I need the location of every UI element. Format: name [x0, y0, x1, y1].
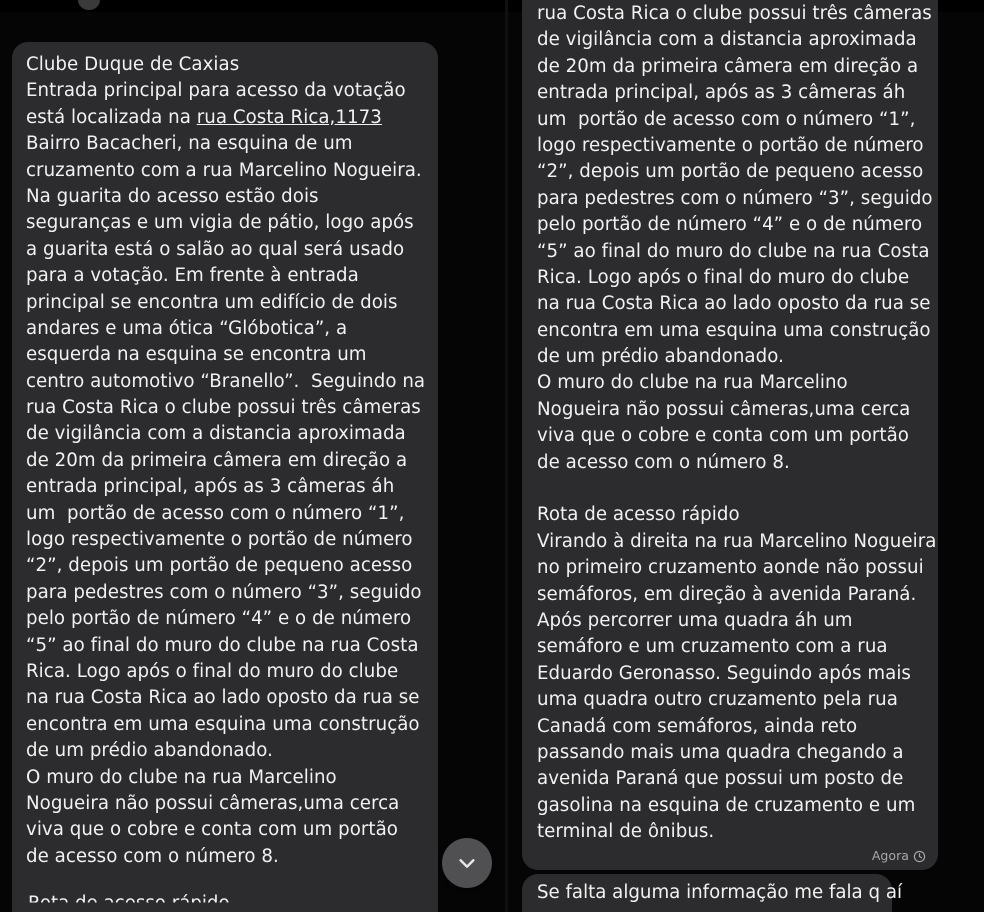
message-line: O muro do clube na rua Marcelino [26, 766, 337, 788]
message-line: de acesso com o número 8. [537, 451, 790, 473]
message-line: “5” ao final do muro do clube na rua Costa [537, 240, 930, 262]
message-line: Rica. Logo após o final do muro do clube [537, 266, 910, 288]
message-line: Eduardo Geronasso. Seguindo após mais [537, 662, 911, 684]
message-line: no primeiro cruzamento aonde não possui [537, 557, 924, 579]
message-line: um portão de acesso com o número “1”, [26, 502, 405, 524]
message-line: para pedestres com o número “3”, seguido [26, 581, 422, 603]
message-line: seguranças e um vigia de pátio, logo após [26, 212, 414, 234]
message-line: entrada principal, após as 3 câmeras áh [26, 476, 395, 498]
message-line: está localizada na rua Costa Rica,1173 [26, 106, 382, 128]
message-line: semáforo e um cruzamento com a rua [537, 636, 888, 658]
message-line: semáforos, em direção à avenida Paraná. [537, 583, 917, 605]
message-bubble-left[interactable] [12, 42, 438, 912]
top-header-strip [0, 0, 508, 12]
message-line: a guarita está o salão ao qual será usado [26, 238, 405, 260]
message-line: pelo portão de número “4” e o de número [26, 608, 412, 630]
message-line: de vigilância com a distancia aproximada [537, 29, 917, 51]
chevron-down-icon [456, 852, 478, 874]
message-line: logo respectivamente o portão de número [537, 134, 924, 156]
avatar-fragment [78, 0, 100, 10]
message-line: “2”, depois um portão de pequeno acesso [537, 161, 924, 183]
message-line: de 20m da primeira câmera em direção a [26, 449, 408, 471]
message-line: Rica. Logo após o final do muro do clube [26, 660, 399, 682]
message-line: “5” ao final do muro do clube na rua Costa [26, 634, 419, 656]
message-line: Após percorrer uma quadra áh um [537, 609, 853, 631]
message-line: para pedestres com o número “3”, seguido [537, 187, 933, 209]
message-line: centro automotivo “Branello”. Seguindo na [26, 370, 426, 392]
message-line: um portão de acesso com o número “1”, [537, 108, 916, 130]
message-line: Entrada principal para acesso da votação [26, 80, 406, 102]
message-line: de 20m da primeira câmera em direção a [537, 55, 919, 77]
message-line: pelo portão de número “4” e o de número [537, 214, 923, 236]
next-message-bubble[interactable]: Se falta alguma informação me fala q aí [522, 874, 892, 912]
message-line: entrada principal, após as 3 câmeras áh [537, 82, 906, 104]
message-line: de um prédio abandonado. [26, 740, 273, 762]
message-line: na rua Costa Rica ao lado oposto da rua se [26, 687, 420, 709]
message-line: viva que o cobre e conta com um portão [26, 819, 398, 841]
message-line: viva que o cobre e conta com um portão [537, 425, 909, 447]
message-line: encontra em uma esquina uma construção [26, 713, 420, 735]
message-line: Virando à direita na rua Marcelino Nogueira [537, 530, 937, 552]
message-meta [872, 843, 926, 870]
message-line: rua Costa Rica o clube possui três câmeras [537, 3, 932, 24]
message-line: cruzamento com a rua Marcelino Nogueira. [26, 159, 422, 181]
message-line: Bairro Bacacheri, na esquina de um [26, 133, 353, 155]
message-bubble-right[interactable] [522, 0, 938, 870]
message-line: Nogueira não possui câmeras,uma cerca [537, 398, 911, 420]
message-line: Nogueira não possui câmeras,uma cerca [26, 792, 400, 814]
address-link[interactable]: rua Costa Rica,1173 [196, 106, 382, 128]
message-line: principal se encontra um edifício de dois [26, 291, 398, 313]
message-line: esquerda na esquina se encontra um [26, 344, 367, 366]
right-chat-panel [508, 0, 984, 912]
message-timestamp: Agora [871, 848, 909, 864]
message-line: Na guarita do acesso estão dois [26, 185, 319, 207]
message-text [537, 1, 937, 846]
clock-icon [913, 850, 926, 863]
message-line: Rota de acesso rápido [537, 504, 740, 526]
message-line: O muro do clube na rua Marcelino [537, 372, 848, 394]
message-line: para a votação. Em frente à entrada [26, 265, 359, 287]
message-line: avenida Paraná que possui um posto de [537, 768, 904, 790]
scroll-down-button[interactable] [442, 838, 492, 888]
message-text [26, 52, 430, 870]
message-line: passando mais uma quadra chegando a [537, 741, 904, 763]
message-line: de um prédio abandonado. [537, 346, 784, 368]
message-line [537, 476, 933, 502]
message-line: de acesso com o número 8. [26, 845, 279, 867]
message-line: “2”, depois um portão de pequeno acesso [26, 555, 413, 577]
message-line: logo respectivamente o portão de número [26, 529, 413, 551]
message-line: encontra em uma esquina uma construção [537, 319, 931, 341]
message-line: uma quadra outro cruzamento pela rua [537, 689, 898, 711]
message-line: Canadá com semáforos, ainda reto [537, 715, 858, 737]
message-line: rua Costa Rica o clube possui três câmeras [26, 397, 421, 419]
message-line: terminal de ônibus. [537, 821, 715, 843]
message-line: de vigilância com a distancia aproximada [26, 423, 406, 445]
message-line: na rua Costa Rica ao lado oposto da rua se [537, 293, 931, 315]
message-line: gasolina na esquina de cruzamento e um [537, 794, 916, 816]
message-line: Clube Duque de Caxias [26, 54, 240, 75]
message-line: andares e uma ótica “Glóbotica”, a [26, 317, 348, 339]
